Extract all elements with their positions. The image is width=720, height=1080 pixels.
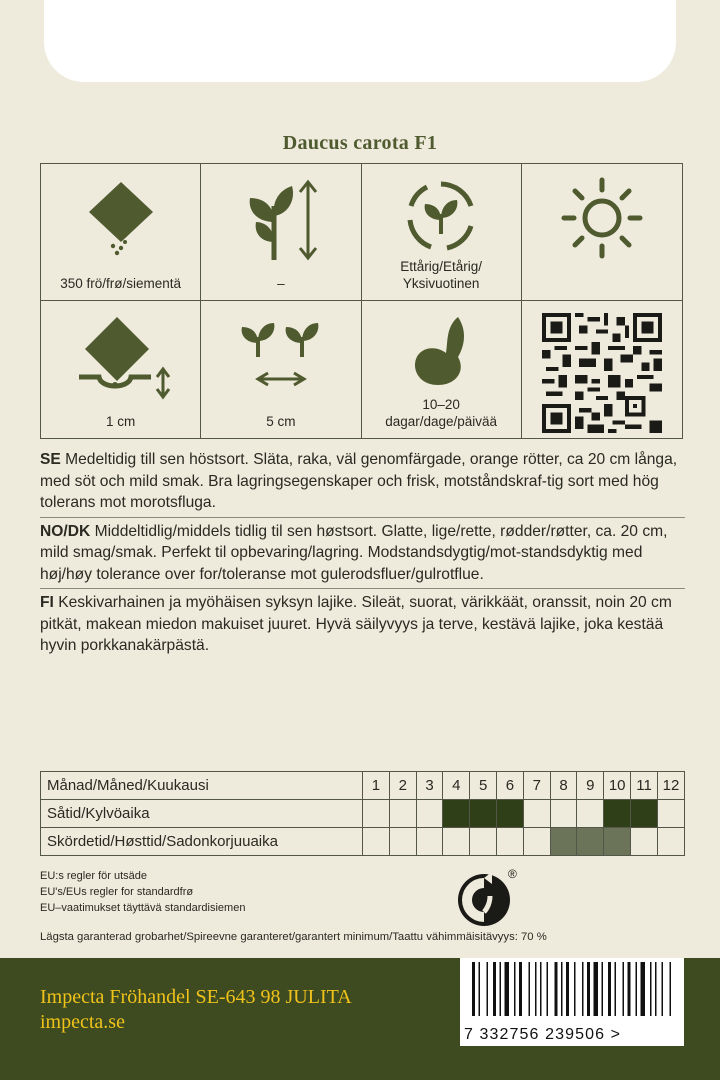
sowing-month-11 xyxy=(631,800,658,828)
barcode-digits: 7 332756 239506 > xyxy=(464,1026,622,1043)
month-3: 3 xyxy=(416,772,443,800)
lang-code-no-dk: NO/DK xyxy=(40,522,91,540)
spacing-caption: 5 cm xyxy=(266,414,296,429)
eu-regulation-no-dk: EU's/EUs regler for standardfrø xyxy=(40,886,194,898)
sun-icon xyxy=(560,176,644,260)
seeds-cell xyxy=(41,164,201,301)
lang-code-fi: FI xyxy=(40,594,54,611)
desc-fi xyxy=(40,592,685,660)
harvest-month-10 xyxy=(604,828,631,856)
month-6: 6 xyxy=(497,772,524,800)
harvest-label: Skördetid/Høsttid/Sadonkorjuuaika xyxy=(41,828,363,856)
month-9: 9 xyxy=(577,772,604,800)
harvest-month-5 xyxy=(470,828,497,856)
seed-packet-icon xyxy=(81,176,161,256)
desc-fi-text: Keskivarhainen ja myöhäisen syksyn lajike. Sileät, suorat, värikkäät, oranssit, noin 20 cm pitkät, makean miedon makuiset juuret. Hyvä säilyvyys ja terve, kestävä lajike, joka kestää hyvin porkkanakärpästä. xyxy=(40,594,672,654)
month-8: 8 xyxy=(550,772,577,800)
month-1: 1 xyxy=(363,772,390,800)
calendar-header-row xyxy=(41,772,685,800)
germination-guarantee: Lägsta garanterad grobarhet/Spireevne garanteret/garantert minimum/Taattu vähimmäisitävyys: 70 % xyxy=(40,931,547,943)
lifecycle-caption: Ettårig/Etårig/ Yksivuotinen xyxy=(400,259,483,291)
harvest-month-3 xyxy=(416,828,443,856)
latin-name: Daucus carota F1 xyxy=(282,132,438,154)
height-cell xyxy=(201,164,361,301)
month-11: 11 xyxy=(631,772,658,800)
month-10: 10 xyxy=(604,772,631,800)
sowing-month-12 xyxy=(658,800,685,828)
spacing-cell xyxy=(201,301,361,438)
registered-mark: ® xyxy=(508,867,517,881)
barcode xyxy=(460,958,684,1046)
harvest-month-9 xyxy=(577,828,604,856)
company-address: Impecta Fröhandel SE-643 98 JULITA xyxy=(40,986,352,1008)
harvest-row xyxy=(41,828,685,856)
harvest-month-8 xyxy=(550,828,577,856)
harvest-month-7 xyxy=(523,828,550,856)
sowing-depth-icon xyxy=(71,313,171,403)
info-icon-grid xyxy=(40,163,683,439)
qr-cell xyxy=(522,301,682,438)
annual-cycle-icon xyxy=(401,176,481,256)
desc-no-dk xyxy=(40,521,685,590)
sowing-month-9 xyxy=(577,800,604,828)
harvest-month-2 xyxy=(389,828,416,856)
eu-regulation-se: EU:s regler för utsäde xyxy=(40,870,147,882)
plant-height-icon xyxy=(236,176,326,262)
germination-seed-icon xyxy=(406,313,476,389)
hang-tab-cutout xyxy=(44,0,676,82)
desc-no-dk-text: Middeltidlig/middels tidlig til sen høstsort. Glatte, lige/rette, rødder/røtter, ca. 20 cm, mild smag/smak. Perfekt til opbevaring/lagring. Modstandsdygtig/mot-standsdyktig med høj/høy tolerance over for/toleranse mot gulerodsfluer/gulrotflue. xyxy=(40,522,668,583)
qr-code-icon[interactable] xyxy=(542,313,662,433)
month-header-label: Månad/Måned/Kuukausi xyxy=(41,772,363,800)
sowing-harvest-calendar xyxy=(40,771,685,856)
descriptions xyxy=(40,449,685,663)
depth-caption: 1 cm xyxy=(105,414,136,429)
month-7: 7 xyxy=(523,772,550,800)
eu-regulation-fi: EU–vaatimukset täyttävä standardisiemen xyxy=(40,902,246,914)
sowing-month-8 xyxy=(550,800,577,828)
germination-caption: 10–20 dagar/dage/päivää xyxy=(385,397,498,429)
footer-address-block xyxy=(40,985,352,1035)
green-dot-recycling-icon xyxy=(456,866,520,928)
harvest-month-4 xyxy=(443,828,470,856)
depth-cell xyxy=(41,301,201,438)
barcode-bars xyxy=(460,958,684,1020)
month-12: 12 xyxy=(658,772,685,800)
sowing-row xyxy=(41,800,685,828)
month-5: 5 xyxy=(470,772,497,800)
plant-spacing-icon xyxy=(236,313,326,393)
seeds-caption: 350 frö/frø/siementä xyxy=(60,276,182,291)
sowing-month-6 xyxy=(497,800,524,828)
desc-se xyxy=(40,449,685,518)
germination-cell xyxy=(362,301,522,438)
month-2: 2 xyxy=(389,772,416,800)
sowing-month-7 xyxy=(523,800,550,828)
harvest-month-6 xyxy=(497,828,524,856)
height-caption: – xyxy=(277,276,285,291)
desc-se-text: Medeltidig till sen höstsort. Släta, raka, väl genomfärgade, orange rötter, ca 20 cm långa, med söt och mild smak. Bra lagringsegenskaper och frisk, motståndskraf-tig sort med hög tolerans mot morotsfluga. xyxy=(40,451,678,511)
lifecycle-cell xyxy=(362,164,522,301)
sowing-month-3 xyxy=(416,800,443,828)
sowing-month-1 xyxy=(363,800,390,828)
sowing-label: Såtid/Kylvöaika xyxy=(41,800,363,828)
sowing-month-5 xyxy=(470,800,497,828)
harvest-month-11 xyxy=(631,828,658,856)
sowing-month-4 xyxy=(443,800,470,828)
sowing-month-10 xyxy=(604,800,631,828)
lang-code-se: SE xyxy=(40,451,61,468)
sowing-month-2 xyxy=(389,800,416,828)
harvest-month-12 xyxy=(658,828,685,856)
sun-cell xyxy=(522,164,682,301)
month-4: 4 xyxy=(443,772,470,800)
harvest-month-1 xyxy=(363,828,390,856)
website-link[interactable]: impecta.se xyxy=(40,1011,125,1033)
eu-regulations xyxy=(40,868,245,916)
